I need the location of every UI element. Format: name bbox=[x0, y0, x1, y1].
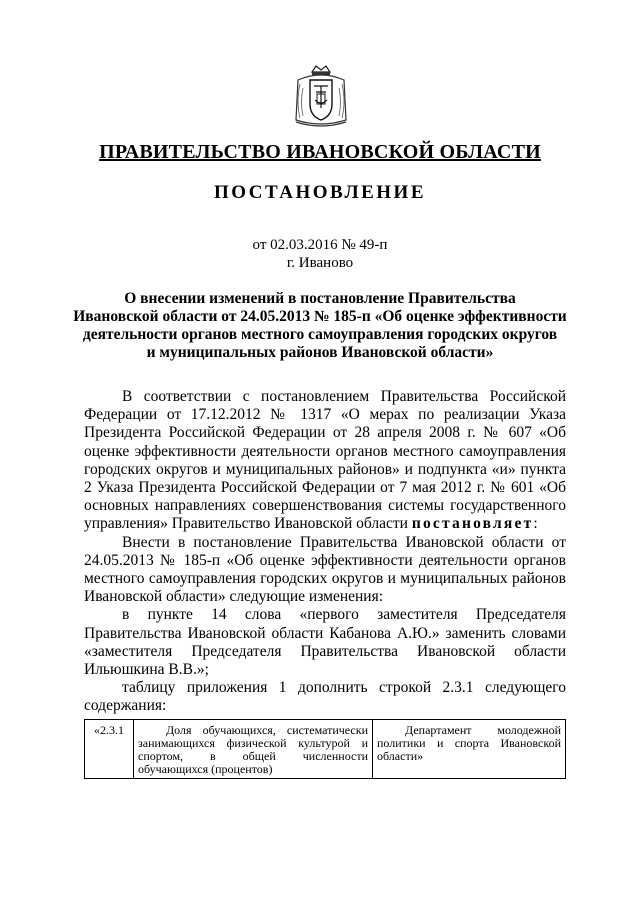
paragraph-item-14: в пункте 14 слова «первого заместителя Председателя Правительства Ивановской области Кабанова А.Ю.» заменить словами «заместителя Председателя Правительства Ивановской области Ильюшкина В.В.»; bbox=[84, 606, 566, 679]
document-body bbox=[84, 388, 566, 716]
resolution-verb: постановляет bbox=[411, 515, 534, 533]
indicator-text: Доля обучающихся, систематически занимающихся физической культурой и спортом, в общей численности обучающихся (процентов) bbox=[138, 723, 368, 776]
preamble-text: В соответствии с постановлением Правительства Российской Федерации от 17.12.2012 № 1317 «О мерах по реализации Указа Президента Российской Федерации от 28 апреля 2008 г. № 607 «Об оценке эффективности деятельности органов местного самоуправления городских округов и муниципальных районов» и подпункта «и» пункта 2 Указа Президента Российской Федерации от 7 мая 2012 г. № 601 «Об основных направлениях совершенствования системы государственного управления» Правительство Ивановской области bbox=[84, 388, 566, 533]
document-type: ПОСТАНОВЛЕНИЕ bbox=[213, 182, 427, 203]
date-number: от 02.03.2016 № 49-п bbox=[252, 237, 388, 253]
organization-title: ПРАВИТЕЛЬСТВО ИВАНОВСКОЙ ОБЛАСТИ bbox=[99, 141, 541, 163]
paragraph-table: таблицу приложения 1 дополнить строкой 2.3.1 следующего содержания: bbox=[84, 679, 566, 715]
subject-line-2: Ивановской области от 24.05.2013 № 185-п «Об оценке эффективности bbox=[73, 308, 567, 325]
date-line bbox=[0, 236, 640, 272]
paragraph-preamble bbox=[84, 388, 566, 534]
subject-line-3: деятельности органов местного самоуправления городских округов bbox=[82, 326, 558, 343]
table-cell-department bbox=[373, 720, 566, 779]
document-subject bbox=[60, 290, 580, 362]
appendix-table bbox=[84, 719, 566, 779]
city: г. Иваново bbox=[286, 255, 354, 271]
subject-line-1: О внесении изменений в постановление Правительства bbox=[124, 290, 516, 307]
table-row bbox=[85, 720, 566, 779]
department-text: Департамент молодежной политики и спорта Ивановской области» bbox=[377, 723, 561, 763]
coat-of-arms-icon bbox=[290, 62, 352, 130]
preamble-end: : bbox=[533, 515, 538, 533]
table-cell-number: «2.3.1 bbox=[85, 720, 134, 779]
paragraph-amend: Внести в постановление Правительства Ивановской области от 24.05.2013 № 185-п «Об оценке эффективности деятельности органов местного самоуправления городских округов и муниципальных районов Ивановской области» следующие изменения: bbox=[84, 533, 566, 606]
subject-line-4: и муниципальных районов Ивановской области» bbox=[146, 344, 494, 361]
table-cell-indicator bbox=[134, 720, 373, 779]
